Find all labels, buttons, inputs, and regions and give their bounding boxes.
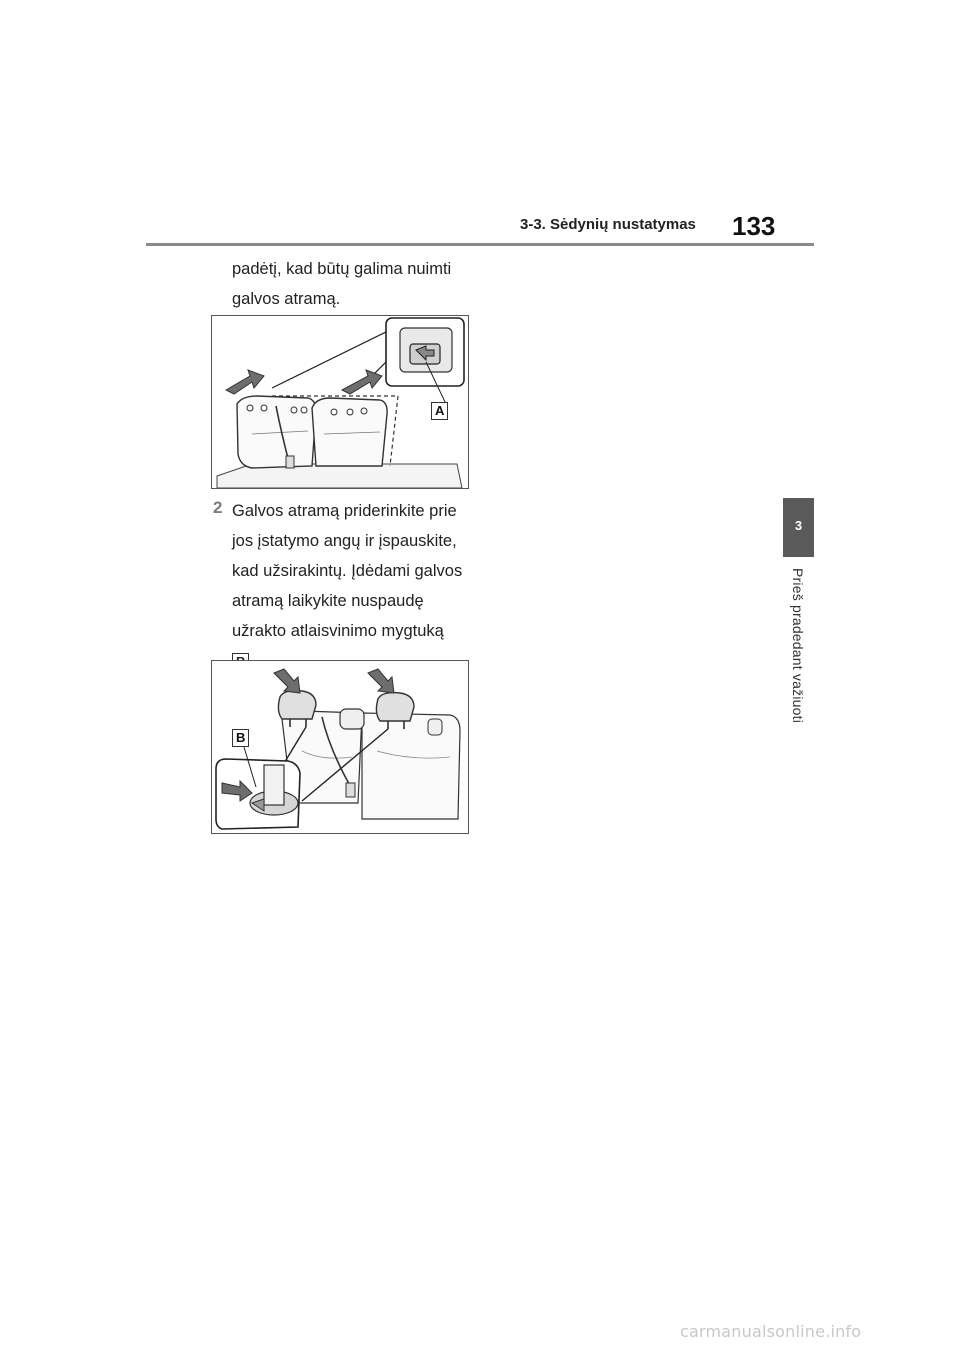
step-line: Galvos atramą priderinkite prie: [232, 502, 457, 520]
watermark: carmanualsonline.info: [680, 1322, 862, 1341]
intro-line: padėtį, kad būtų galima nuimti: [232, 260, 452, 278]
page-number: 133: [732, 211, 776, 241]
intro-line: galvos atramą.: [232, 290, 341, 308]
chapter-title: Prieš pradedant važiuoti: [790, 568, 806, 723]
figure-seatback-release: [211, 315, 469, 489]
step-line: jos įstatymo angų ir įspauskite,: [232, 532, 457, 550]
figure-headrest-install: [211, 660, 469, 834]
chapter-number: 3: [794, 518, 803, 533]
figure-label-a: A: [431, 402, 448, 420]
figure-label-b: B: [232, 729, 249, 747]
chapter-tab: [783, 498, 814, 557]
step-text: [232, 496, 462, 676]
intro-text: [232, 254, 451, 314]
step-number: 2: [213, 498, 223, 517]
header-section-title: 3-3. Sėdynių nustatymas: [520, 216, 696, 233]
step-line: kad užsirakintų. Įdėdami galvos: [232, 562, 463, 580]
header-rule: [146, 243, 814, 246]
step-line: užrakto atlaisvinimo mygtuką: [232, 622, 444, 640]
step-line: atramą laikykite nuspaudę: [232, 592, 424, 610]
